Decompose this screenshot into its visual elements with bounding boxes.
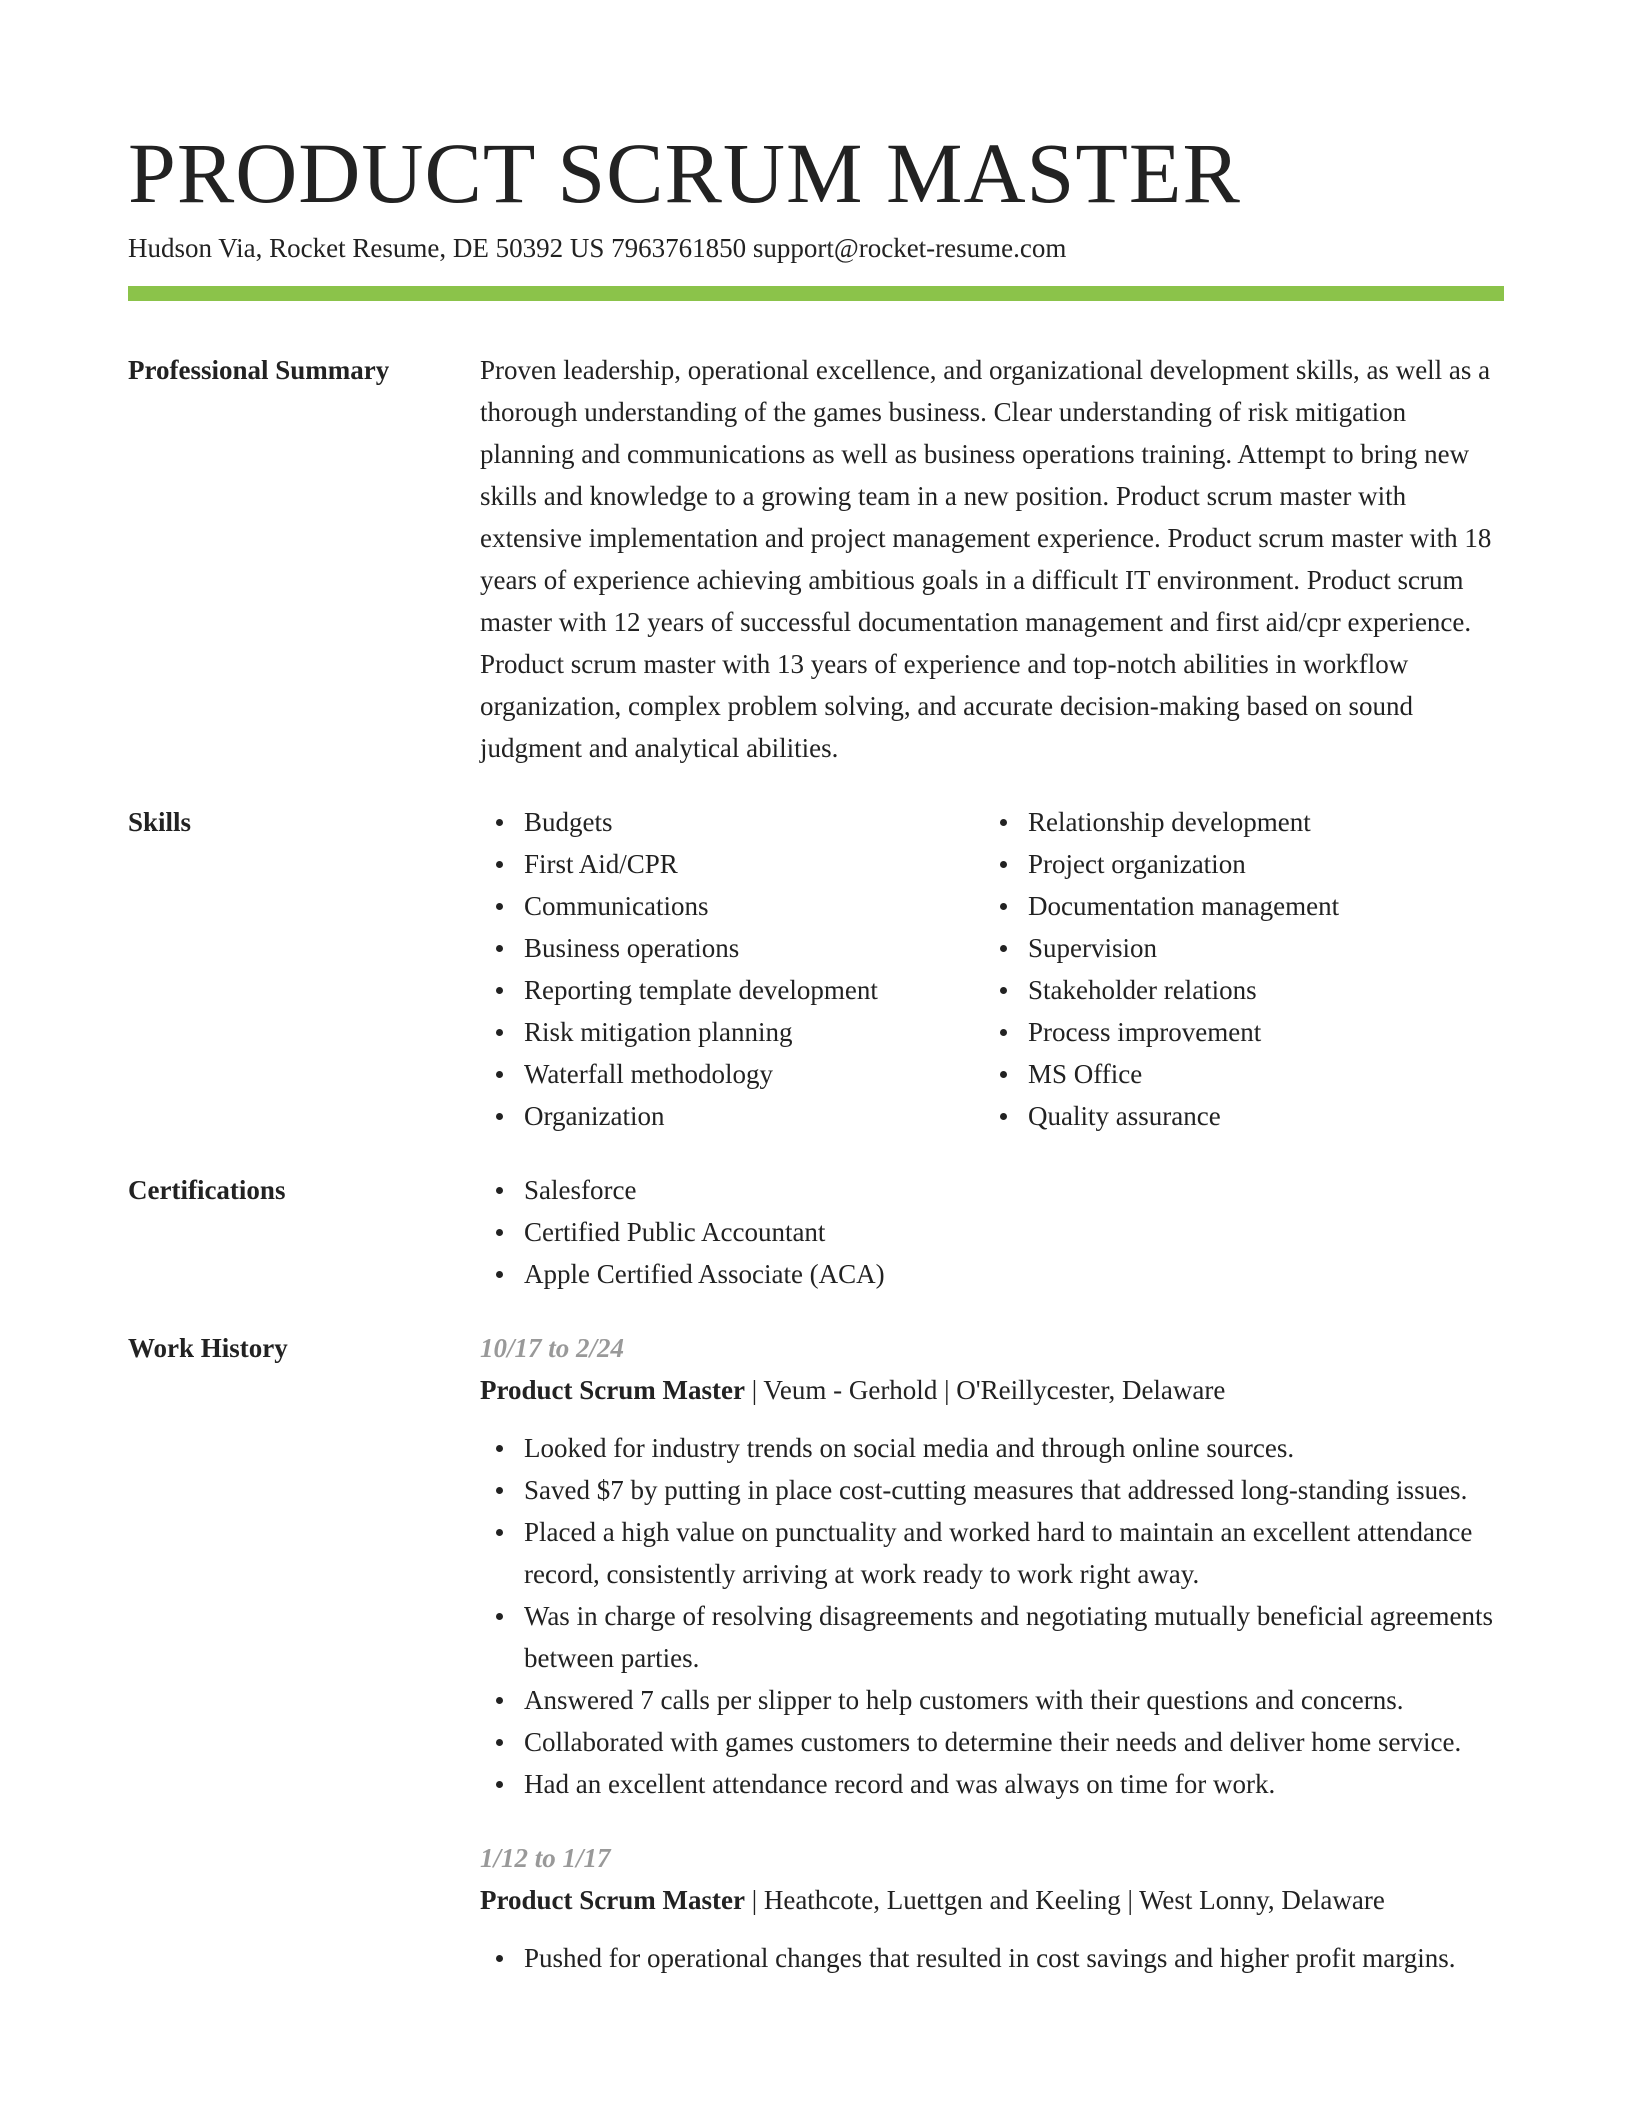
job-bullet-list <box>480 1427 1504 1805</box>
section-label-skills: Skills <box>128 807 192 837</box>
section-label-certifications: Certifications <box>128 1175 286 1205</box>
certification-item: Apple Certified Associate (ACA) <box>480 1253 1504 1295</box>
skill-item: Relationship development <box>984 801 1488 843</box>
section-professional-summary <box>128 349 1504 769</box>
skill-item: Quality assurance <box>984 1095 1488 1137</box>
job-bullet: Looked for industry trends on social media and through online sources. <box>480 1427 1504 1469</box>
accent-divider <box>128 286 1504 301</box>
skill-item: Process improvement <box>984 1011 1488 1053</box>
job-bullet: Placed a high value on punctuality and worked hard to maintain an excellent attendance record, consistently arriving at work ready to work right away. <box>480 1511 1504 1595</box>
contact-line: Hudson Via, Rocket Resume, DE 50392 US 7963761850 support@rocket-resume.com <box>128 233 1067 263</box>
job-dates: 1/12 to 1/17 <box>480 1843 611 1873</box>
job-bullet: Collaborated with games customers to determine their needs and deliver home service. <box>480 1721 1504 1763</box>
certifications-list <box>480 1169 1504 1295</box>
job-entry <box>480 1327 1504 1805</box>
section-skills <box>128 801 1504 1137</box>
job-title-line <box>480 1369 1504 1411</box>
skills-grid <box>480 801 1504 1137</box>
job-title: Product Scrum Master <box>480 1885 745 1915</box>
work-history-body <box>480 1327 1504 2011</box>
skill-item: Documentation management <box>984 885 1488 927</box>
skills-list-left <box>480 801 984 1137</box>
skill-item: Risk mitigation planning <box>480 1011 984 1053</box>
job-bullet: Answered 7 calls per slipper to help customers with their questions and concerns. <box>480 1679 1504 1721</box>
job-details: | Veum - Gerhold | O'Reillycester, Delaware <box>744 1375 1226 1405</box>
section-label-summary: Professional Summary <box>128 355 390 385</box>
skill-item: Stakeholder relations <box>984 969 1488 1011</box>
job-bullet: Was in charge of resolving disagreements and negotiating mutually beneficial agreements between parties. <box>480 1595 1504 1679</box>
skills-list-right <box>984 801 1488 1137</box>
skill-item: Waterfall methodology <box>480 1053 984 1095</box>
section-certifications <box>128 1169 1504 1295</box>
job-title: Product Scrum Master <box>480 1375 745 1405</box>
skills-body <box>480 801 1504 1137</box>
job-dates: 10/17 to 2/24 <box>480 1333 625 1363</box>
skill-item: Project organization <box>984 843 1488 885</box>
certifications-body <box>480 1169 1504 1295</box>
summary-text: Proven leadership, operational excellence, and organizational development skills, as well as a thorough understanding of the games business. Clear understanding of risk mitigation planning and communications as well as business operations training. Attempt to bring new skills and knowledge to a growing team in a new position. Product scrum master with extensive implementation and project management experience. Product scrum master with 18 years of experience achieving ambitious goals in a difficult IT environment. Product scrum master with 12 years of successful documentation management and first aid/cpr experience. Product scrum master with 13 years of experience and top-notch abilities in workflow organization, complex problem solving, and accurate decision-making based on sound judgment and analytical abilities. <box>480 355 1492 763</box>
skill-item: Reporting template development <box>480 969 984 1011</box>
certification-item: Salesforce <box>480 1169 1504 1211</box>
skill-item: First Aid/CPR <box>480 843 984 885</box>
section-label-work-history: Work History <box>128 1333 288 1363</box>
resume-title: PRODUCT SCRUM MASTER <box>128 125 1241 221</box>
skill-item: Communications <box>480 885 984 927</box>
job-bullet: Pushed for operational changes that resulted in cost savings and higher profit margins. <box>480 1937 1504 1979</box>
section-work-history <box>128 1327 1504 2011</box>
skill-item: Business operations <box>480 927 984 969</box>
job-bullet: Had an excellent attendance record and was always on time for work. <box>480 1763 1504 1805</box>
job-bullet-list <box>480 1937 1504 1979</box>
certification-item: Certified Public Accountant <box>480 1211 1504 1253</box>
summary-body <box>480 349 1504 769</box>
job-bullet: Saved $7 by putting in place cost-cutting measures that addressed long-standing issues. <box>480 1469 1504 1511</box>
job-details: | Heathcote, Luettgen and Keeling | West Lonny, Delaware <box>744 1885 1385 1915</box>
skill-item: Budgets <box>480 801 984 843</box>
resume-sections <box>128 349 1504 2011</box>
job-entry <box>480 1837 1504 1979</box>
skill-item: Organization <box>480 1095 984 1137</box>
skill-item: Supervision <box>984 927 1488 969</box>
job-title-line <box>480 1879 1504 1921</box>
skill-item: MS Office <box>984 1053 1488 1095</box>
